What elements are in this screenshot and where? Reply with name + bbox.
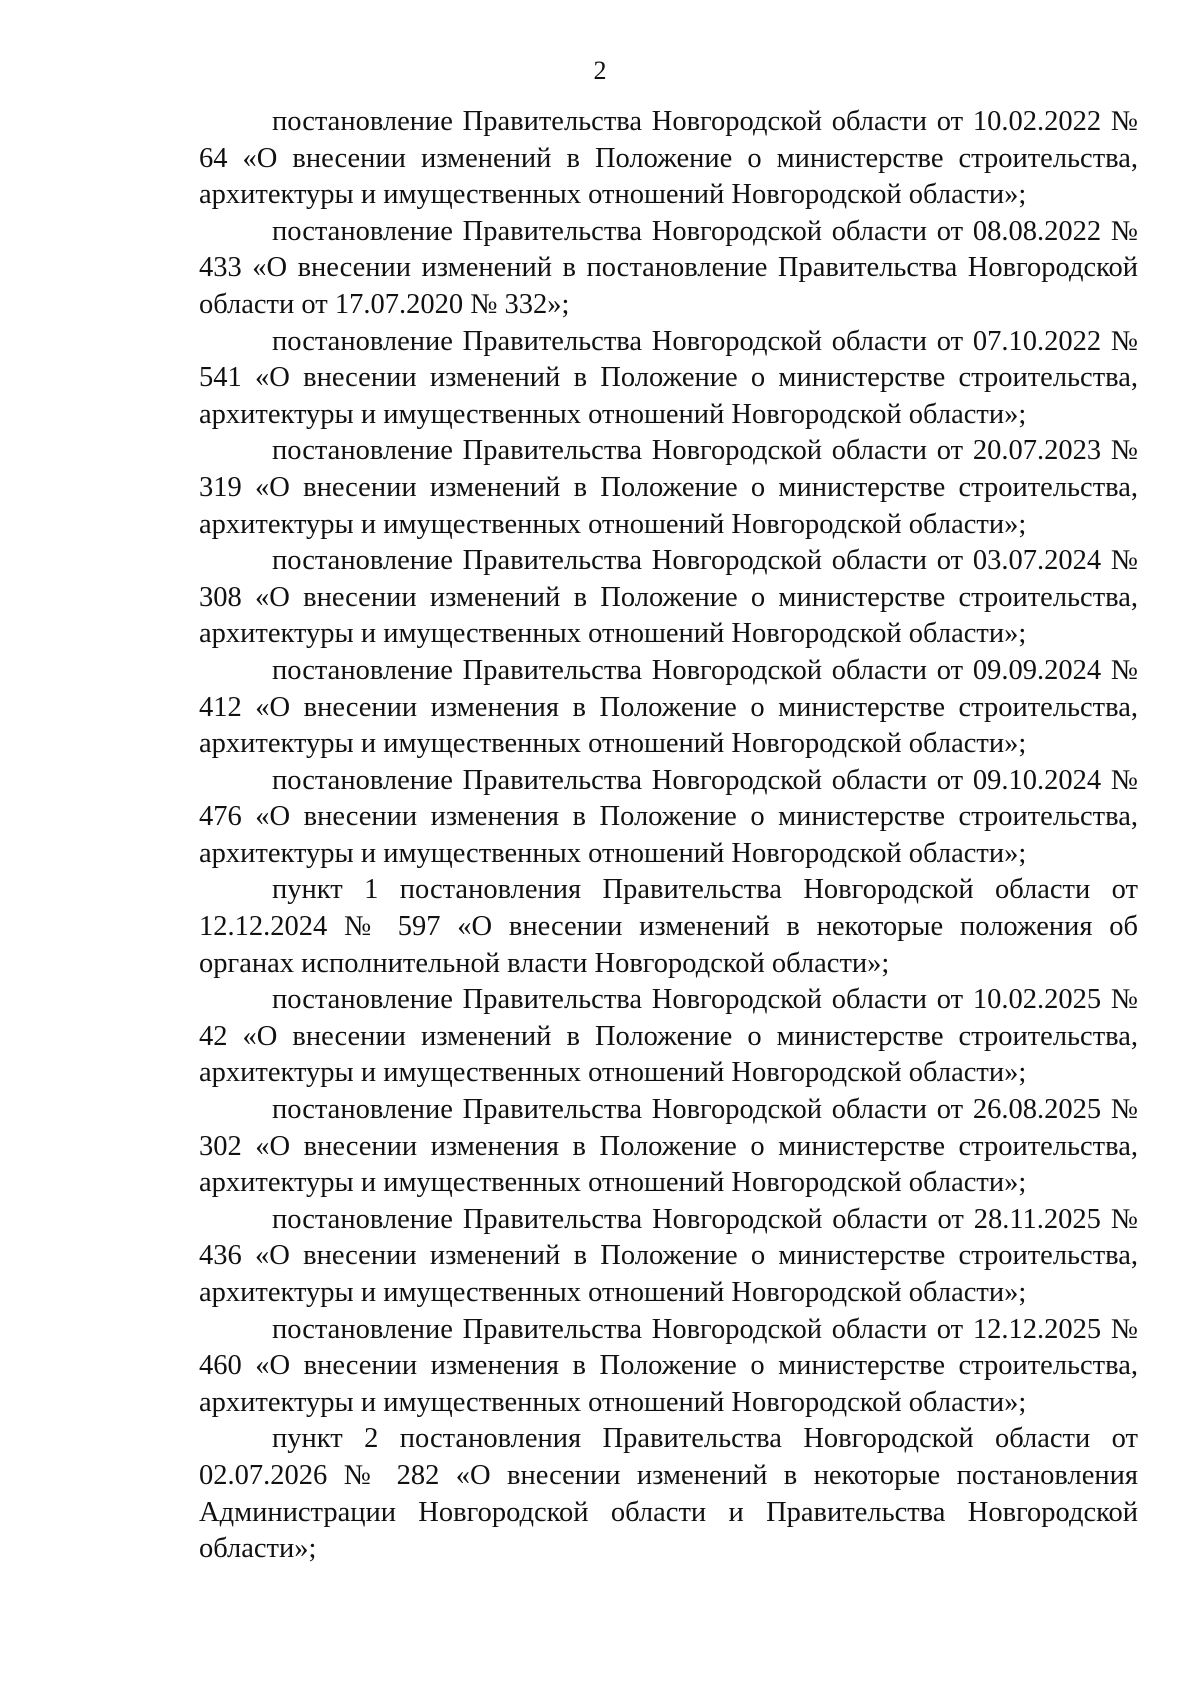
list-item: постановление Правительства Новгородской области от 10.02.2025 № 42 «О внесении изменений в Положение о министерстве строительства, архитектуры и имущественных отношений Новгородской области»; (199, 984, 1138, 1089)
list-item: постановление Правительства Новгородской области от 07.10.2022 № 541 «О внесении изменений в Положение о министерстве строительства, архитектуры и имущественных отношений Новгородской области»; (199, 325, 1138, 430)
list-item: пункт 1 постановления Правительства Новгородской области от 12.12.2024 № 597 «О внесении изменений в некоторые положения об органах исполнительной власти Новгородской области»; (199, 874, 1138, 979)
list-item: постановление Правительства Новгородской области от 03.07.2024 № 308 «О внесении изменений в Положение о министерстве строительства, архитектуры и имущественных отношений Новгородской области»; (199, 545, 1138, 650)
list-item: постановление Правительства Новгородской области от 09.10.2024 № 476 «О внесении изменения в Положение о министерстве строительства, архитектуры и имущественных отношений Новгородской области»; (199, 764, 1138, 869)
list-item: постановление Правительства Новгородской области от 28.11.2025 № 436 «О внесении изменений в Положение о министерстве строительства, архитектуры и имущественных отношений Новгородской области»; (199, 1203, 1138, 1308)
list-item: постановление Правительства Новгородской области от 08.08.2022 № 433 «О внесении изменений в постановление Правительства Новгородской области от 17.07.2020 № 332»; (199, 215, 1138, 320)
list-item: постановление Правительства Новгородской области от 10.02.2022 № 64 «О внесении изменений в Положение о министерстве строительства, архитектуры и имущественных отношений Новгородской области»; (199, 106, 1138, 211)
list-item: постановление Правительства Новгородской области от 12.12.2025 № 460 «О внесении изменения в Положение о министерстве строительства, архитектуры и имущественных отношений Новгородской области»; (199, 1313, 1138, 1418)
list-item: постановление Правительства Новгородской области от 26.08.2025 № 302 «О внесении изменения в Положение о министерстве строительства, архитектуры и имущественных отношений Новгородской области»; (199, 1094, 1138, 1199)
list-item: постановление Правительства Новгородской области от 09.09.2024 № 412 «О внесении изменения в Положение о министерстве строительства, архитектуры и имущественных отношений Новгородской области»; (199, 654, 1138, 760)
list-item: пункт 2 постановления Правительства Новгородской области от 02.07.2026 № 282 «О внесении изменений в некоторые постановления Администрации Новгородской области и Правительства Новгородской области»; (199, 1423, 1138, 1565)
page-number: 2 (593, 56, 607, 85)
document-body (199, 104, 1138, 1568)
list-item: постановление Правительства Новгородской области от 20.07.2023 № 319 «О внесении изменений в Положение о министерстве строительства, архитектуры и имущественных отношений Новгородской области»; (199, 435, 1138, 540)
